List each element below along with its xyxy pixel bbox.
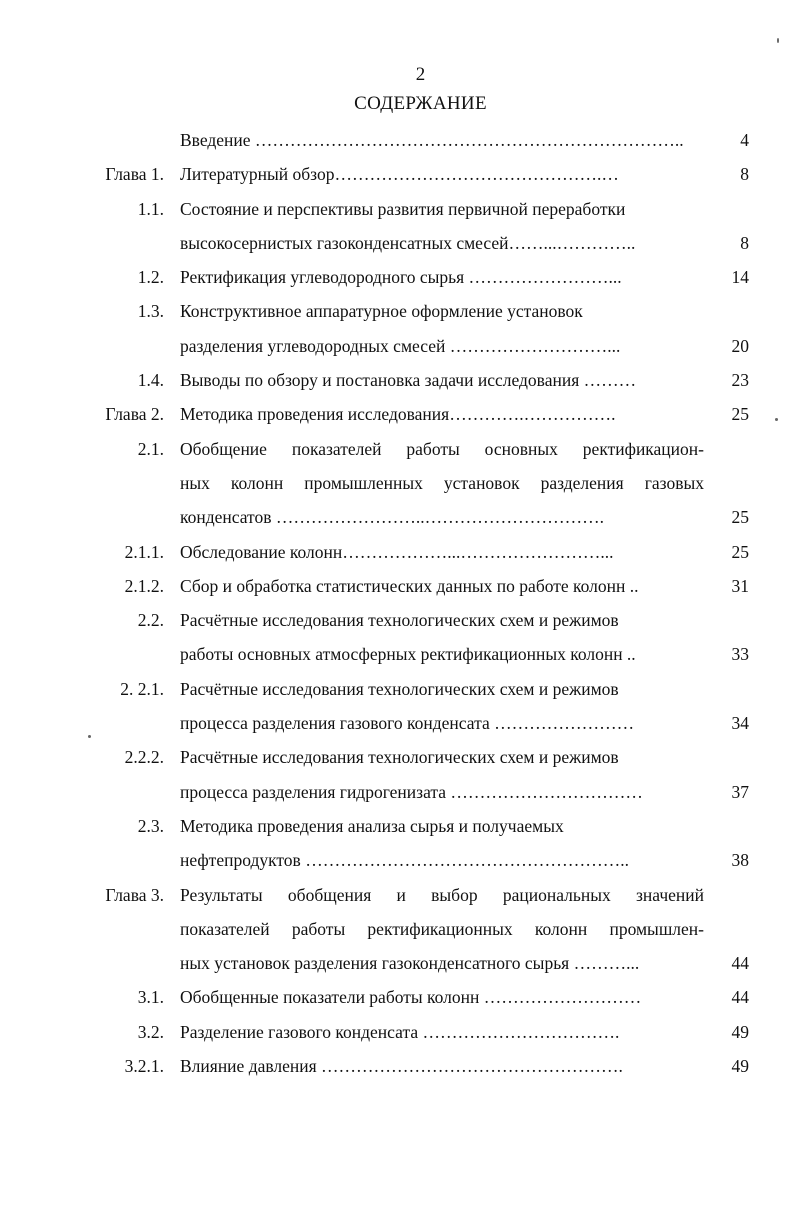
toc-line: [0, 843, 795, 877]
toc-entry-text: конденсатов ……………………..………………………….: [180, 507, 604, 528]
toc-entry-text: Результаты обобщения и выбор рациональных значений: [180, 884, 704, 905]
toc-entry-page: 33: [731, 644, 749, 665]
toc-entry-page: 25: [731, 541, 749, 562]
toc-entry-page: 8: [740, 232, 749, 253]
toc-entry: [0, 123, 795, 157]
scan-speck: [88, 735, 91, 738]
toc-entry-text: Расчётные исследования технологических схем и режимов: [180, 747, 619, 768]
toc-entry-text: Обследование колонн………………...……………………...: [180, 541, 614, 562]
toc-line: [0, 294, 795, 328]
toc-entry: [0, 157, 795, 191]
toc-entry: [0, 740, 795, 809]
toc-entry: [0, 397, 795, 431]
toc-entry-number: 3.2.: [137, 1021, 164, 1042]
toc-entry: [0, 980, 795, 1014]
toc-line: [0, 1049, 795, 1083]
toc-line: [0, 569, 795, 603]
toc-entry: [0, 672, 795, 741]
toc-entry-number: 3.2.1.: [124, 1056, 164, 1077]
toc-entry-page: 25: [731, 507, 749, 528]
toc-entry-page: 4: [740, 130, 749, 150]
toc-entry-number: 2.1.2.: [124, 575, 164, 596]
toc-entry-text: Состояние и перспективы развития первичной переработки: [180, 198, 626, 219]
toc-line: [0, 432, 795, 466]
toc-line: [0, 672, 795, 706]
toc-line: [0, 980, 795, 1014]
toc-line: [0, 466, 795, 500]
toc-entry-page: 38: [731, 850, 749, 871]
toc-line: [0, 775, 795, 809]
toc-entry-page: 8: [740, 164, 749, 185]
toc-line: [0, 363, 795, 397]
toc-entry-number: 2.1.: [137, 438, 164, 459]
toc-entry-page: 23: [731, 370, 749, 391]
toc-line: [0, 397, 795, 431]
page-number: 2: [415, 64, 426, 85]
toc-entry: [0, 535, 795, 569]
toc-line: [0, 500, 795, 534]
toc-entry-page: 44: [731, 987, 749, 1008]
toc-line: [0, 192, 795, 226]
toc-entry-text: Обобщение показателей работы основных ректификацион-: [180, 438, 704, 459]
toc-entry-page: 49: [731, 1056, 749, 1077]
toc-line: [0, 1015, 795, 1049]
toc-entry-text: процесса разделения гидрогенизата ……………………………: [180, 781, 643, 802]
toc-entry-text: Введение ………………………………………………………………..: [180, 130, 684, 150]
toc-entry-text: работы основных атмосферных ректификационных колонн ..: [180, 644, 636, 665]
toc-entry-page: 44: [731, 953, 749, 974]
toc-line: [0, 637, 795, 671]
toc-entry-text: Сбор и обработка статистических данных по работе колонн ..: [180, 575, 639, 596]
toc-entry: [0, 878, 795, 981]
toc-entry-number: Глава 3.: [105, 884, 164, 905]
toc-entry: [0, 260, 795, 294]
toc-entry-number: 2.2.: [137, 610, 164, 631]
toc-entry-page: 31: [731, 575, 749, 596]
toc-line: [0, 946, 795, 980]
toc-entry: [0, 192, 795, 261]
toc-entry: [0, 294, 795, 363]
toc-entry-text: Конструктивное аппаратурное оформление установок: [180, 301, 583, 322]
toc-entry-page: 20: [731, 335, 749, 356]
toc-entry-number: 2. 2.1.: [120, 678, 164, 699]
toc-entry-number: 1.2.: [137, 267, 164, 288]
toc-line: [0, 912, 795, 946]
toc-entry-number: 2.2.2.: [124, 747, 164, 768]
toc-entry: [0, 432, 795, 535]
toc-entry: [0, 809, 795, 878]
toc-entry-page: 34: [731, 713, 749, 734]
toc-entry-text: Литературный обзор……………………………………….…: [180, 164, 619, 185]
scan-speck: [777, 38, 779, 43]
toc-entry-number: 1.1.: [137, 198, 164, 219]
toc-entry-number: 1.4.: [137, 370, 164, 391]
toc-line: [0, 226, 795, 260]
toc-entry-number: 3.1.: [137, 987, 164, 1008]
toc-line: [0, 878, 795, 912]
table-of-contents: [0, 123, 795, 1083]
toc-entry-number: Глава 2.: [105, 404, 164, 425]
toc-entry-text: Методика проведения анализа сырья и получаемых: [180, 815, 564, 836]
toc-entry-text: Методика проведения исследования………….…………….: [180, 404, 616, 425]
toc-entry: [0, 569, 795, 603]
toc-entry-text: Выводы по обзору и постановка задачи исследования ………: [180, 370, 637, 391]
toc-entry-number: Глава 1.: [105, 164, 164, 185]
toc-entry: [0, 1015, 795, 1049]
toc-entry-number: 1.3.: [137, 301, 164, 322]
toc-line: [0, 123, 795, 157]
toc-entry-text: Влияние давления …………………………………………….: [180, 1056, 623, 1077]
toc-line: [0, 260, 795, 294]
toc-entry-text: Ректификация углеводородного сырья ……………………...: [180, 267, 622, 288]
toc-entry-text: Расчётные исследования технологических схем и режимов: [180, 678, 619, 699]
toc-entry-text: Обобщенные показатели работы колонн ………………………: [180, 987, 642, 1008]
toc-entry-text: Расчётные исследования технологических схем и режимов: [180, 610, 619, 631]
toc-entry-page: 14: [731, 267, 749, 288]
toc-entry: [0, 603, 795, 672]
toc-entry-text: разделения углеводородных смесей ………………………...: [180, 335, 621, 356]
toc-line: [0, 706, 795, 740]
toc-entry-text: высокосернистых газоконденсатных смесей……...…………..: [180, 232, 636, 253]
toc-line: [0, 603, 795, 637]
toc-entry-text: процесса разделения газового конденсата ……………………: [180, 713, 635, 734]
toc-line: [0, 157, 795, 191]
toc-entry-page: 25: [731, 404, 749, 425]
toc-entry-text: нефтепродуктов ………………………………………………..: [180, 850, 629, 871]
toc-entry-text: Разделение газового конденсата …………………………….: [180, 1021, 620, 1042]
toc-line: [0, 329, 795, 363]
toc-entry-page: 37: [731, 781, 749, 802]
toc-line: [0, 535, 795, 569]
toc-entry-text: ных установок разделения газоконденсатного сырья ………...: [180, 953, 640, 974]
toc-entry: [0, 363, 795, 397]
toc-line: [0, 809, 795, 843]
toc-entry-page: 49: [731, 1021, 749, 1042]
toc-entry: [0, 1049, 795, 1083]
toc-entry-text: ных колонн промышленных установок разделения газовых: [180, 472, 704, 493]
page-title: СОДЕРЖАНИЕ: [354, 93, 487, 114]
toc-entry-number: 2.1.1.: [124, 541, 164, 562]
toc-line: [0, 740, 795, 774]
scan-speck: [775, 418, 778, 421]
toc-entry-number: 2.3.: [137, 815, 164, 836]
toc-entry-text: показателей работы ректификационных колонн промышлен-: [180, 918, 704, 939]
